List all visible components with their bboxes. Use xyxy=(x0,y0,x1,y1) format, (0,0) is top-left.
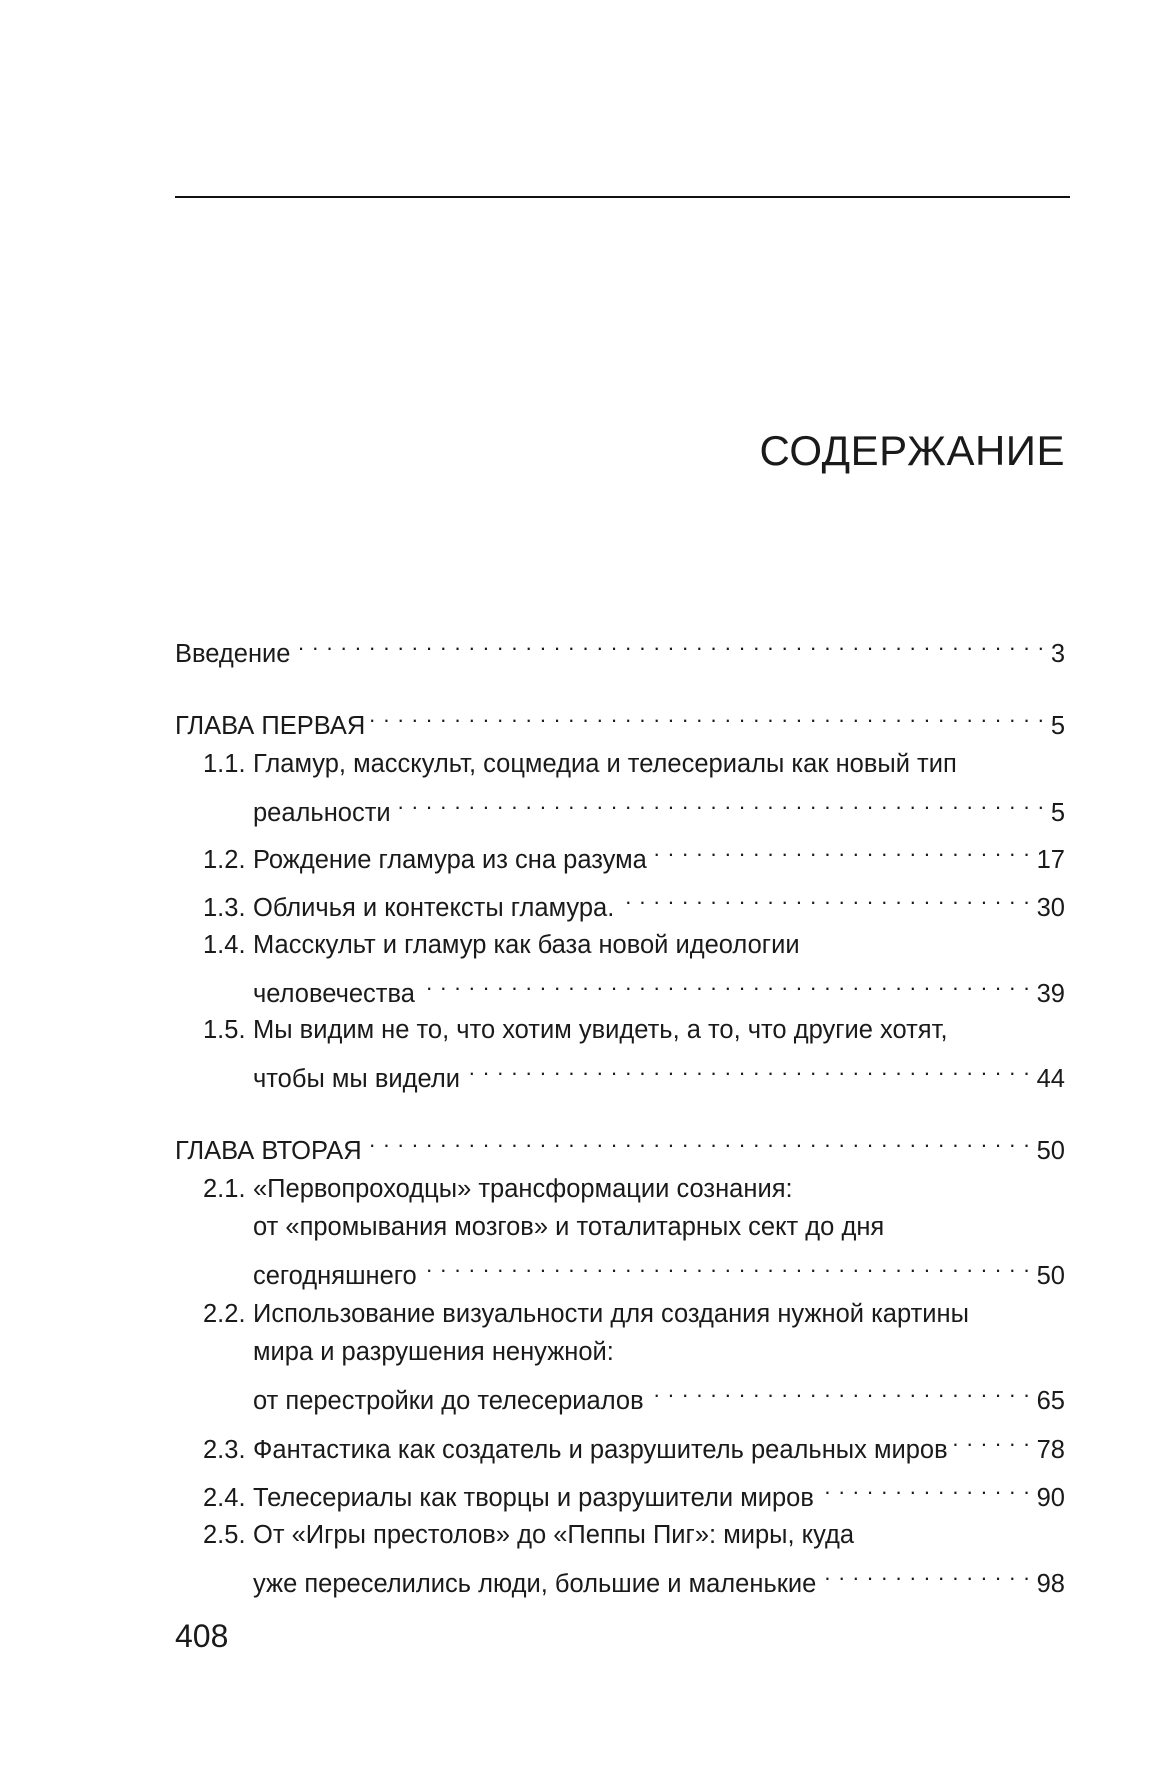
toc-chapter-title: ГЛАВА ВТОРАЯ xyxy=(175,1137,362,1165)
toc-section-title-line: Фантастика как создатель и разрушитель реальных миров xyxy=(253,1436,948,1464)
toc-section-2-2[interactable] xyxy=(175,1295,1093,1415)
toc-section-number: 1.4. xyxy=(203,931,246,959)
toc-section-title-line: Телесериалы как творцы и разрушители миров xyxy=(253,1484,814,1512)
leader-dots xyxy=(368,1121,1031,1159)
toc-section-title-line: человечества xyxy=(253,980,415,1008)
top-rule xyxy=(175,196,1070,198)
toc-section-title-line: от «промывания мозгов» и тоталитарных сект до дня xyxy=(253,1213,885,1241)
toc-page-number: 90 xyxy=(1036,1484,1065,1512)
toc-page-number: 5 xyxy=(1050,799,1065,827)
page-title: СОДЕРЖАНИЕ xyxy=(759,427,1065,474)
toc-section-number: 1.5. xyxy=(203,1016,246,1044)
toc-section-2-1[interactable] xyxy=(175,1170,1093,1290)
toc-section-1-1[interactable] xyxy=(175,745,1093,827)
leader-dots xyxy=(296,624,1044,662)
toc-page-number: 39 xyxy=(1036,980,1065,1008)
toc-section-title-line: От «Игры престолов» до «Пеппы Пиг»: миры, куда xyxy=(253,1521,855,1549)
toc-page-number: 78 xyxy=(1036,1436,1065,1464)
toc-page-number: 3 xyxy=(1050,640,1065,668)
toc-page-number: 17 xyxy=(1036,846,1065,874)
toc-section-title-line: Мы видим не то, что хотим увидеть, а то, что другие хотят, xyxy=(253,1016,948,1044)
toc-section-number: 2.1. xyxy=(203,1175,246,1203)
leader-dots xyxy=(822,1554,1030,1592)
toc-section-1-3[interactable] xyxy=(175,878,1093,922)
leader-dots xyxy=(421,964,1031,1002)
toc-section-title-line: реальности xyxy=(253,799,391,827)
toc-page-number: 30 xyxy=(1036,894,1065,922)
toc-section-2-4[interactable] xyxy=(175,1468,1093,1512)
toc-section-title-line: уже переселились люди, большие и маленькие xyxy=(253,1570,817,1598)
toc-section-1-5[interactable] xyxy=(175,1011,1093,1093)
page-number: 408 xyxy=(175,1618,229,1654)
leader-dots xyxy=(650,1371,1031,1409)
toc-section-1-2[interactable] xyxy=(175,830,1093,874)
toc-section-title-line: Использование визуальности для создания нужной картины xyxy=(253,1300,969,1328)
toc-chapter-title: ГЛАВА ПЕРВАЯ xyxy=(175,712,366,740)
leader-dots xyxy=(371,696,1045,734)
leader-dots xyxy=(423,1246,1031,1284)
toc-page-number: 98 xyxy=(1036,1570,1065,1598)
leader-dots xyxy=(397,783,1045,821)
toc-section-title-line: от перестройки до телесериалов xyxy=(253,1387,644,1415)
toc-page-number: 5 xyxy=(1050,712,1065,740)
toc-section-number: 2.2. xyxy=(203,1300,246,1328)
toc-section-title-line: «Первопроходцы» трансформации сознания: xyxy=(253,1175,793,1203)
toc-section-title-line: чтобы мы видели xyxy=(253,1065,460,1093)
toc-entry-title: Введение xyxy=(175,640,291,668)
toc-chapter-1[interactable] xyxy=(175,696,1065,740)
toc-section-title-line: мира и разрушения ненужной: xyxy=(253,1338,614,1366)
toc-section-number: 2.3. xyxy=(203,1436,246,1464)
toc-section-number: 2.4. xyxy=(203,1484,246,1512)
toc-section-title-line: Гламур, масскульт, соцмедиа и телесериалы как новый тип xyxy=(253,750,957,778)
toc-section-number: 1.3. xyxy=(203,894,246,922)
toc-section-title-line: Обличья и контексты гламура. xyxy=(253,894,615,922)
toc-section-2-5[interactable] xyxy=(175,1516,1093,1598)
leader-dots xyxy=(820,1468,1031,1506)
toc-section-number: 1.1. xyxy=(203,750,246,778)
leader-dots xyxy=(653,830,1031,868)
toc-section-2-3[interactable] xyxy=(175,1420,1093,1464)
toc-section-1-4[interactable] xyxy=(175,926,1093,1008)
toc-page-number: 65 xyxy=(1036,1387,1065,1415)
leader-dots xyxy=(620,878,1030,916)
leader-dots xyxy=(954,1420,1031,1458)
toc-page-number: 44 xyxy=(1036,1065,1065,1093)
toc-section-number: 1.2. xyxy=(203,846,246,874)
leader-dots xyxy=(466,1049,1031,1087)
toc-page-number: 50 xyxy=(1036,1137,1065,1165)
toc-section-number: 2.5. xyxy=(203,1521,246,1549)
toc-page-number: 50 xyxy=(1036,1262,1065,1290)
toc-section-title-line: Рождение гламура из сна разума xyxy=(253,846,647,874)
toc-entry-intro[interactable] xyxy=(175,624,1065,668)
toc-section-title-line: Масскульт и гламур как база новой идеологии xyxy=(253,931,800,959)
toc-section-title-line: сегодняшнего xyxy=(253,1262,417,1290)
toc-chapter-2[interactable] xyxy=(175,1121,1065,1165)
